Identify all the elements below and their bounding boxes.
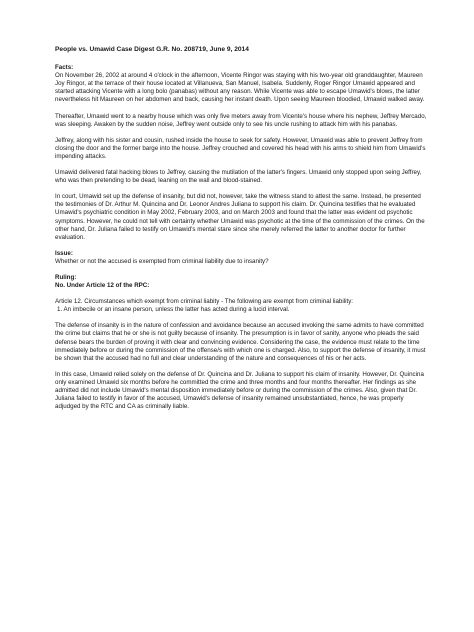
ruling-subheading: No. Under Article 12 of the RPC: [55,282,150,290]
ruling-paragraph-1: The defense of insanity is in the nature of confession and avoidance because an accused invoking the same admits to have committed the crime but claims that he or she is not guilty because of insanity. The presumption is in favor of sanity, anyone who pleads the said defense bears the burden of proving it with clear and convincing evidence. Considering the case, the evidence must relate to the time immediately before or during the commission of the offense/s with which one is charged. Also, to support the defense of insanity, it must be shown that the accused had no full and clear understanding of the nature and consequences of his or her acts. [55,322,426,362]
facts-paragraph-3: Jeffrey, along with his sister and cousin, rushed inside the house to seek for safety. However, Umawid was able to prevent Jeffrey from closing the door and the former barge into the house. Jeffrey crouched and covered his head with his arms to shield him from Umawid's impending attacks. [55,136,426,160]
document-content [55,46,430,419]
facts-heading: Facts: [55,64,74,72]
document-title: People vs. Umawid Case Digest G.R. No. 208719, June 9, 2014 [55,46,249,53]
article-list-item: 1. An imbecile or an insane person, unless the latter has acted during a lucid interval. [57,306,290,314]
facts-paragraph-5: In court, Umawid set up the defense of insanity, but did not, however, take the witness stand to attest the same. Instead, he presented the testimonies of Dr. Arthur M. Quincina and Dr. Leonor Andres Juliana to support his claim. Dr. Quincina testifies that he evaluated Umawid's psychiatric condition in May 2002, February 2003, and on March 2003 and found that the latter was evident od psychotic symptoms. However, he could not tell with certainty whether Umawid was psychotic at the time of the commission of the crimes. On the other hand, Dr. Juliana failed to testify on Umawid's mental stare since she merely referred the latter to another doctor for further evaluation. [55,193,425,241]
ruling-paragraph-2: In this case, Umawid relied solely on the defense of Dr. Quincina and Dr. Juliana to support his claim of insanity. However, Dr. Quincina only examined Umawid six months before he committed the crime and three months and four months thereafter. Her findings as she admitted did not include Umawid's mental disposition immediately before or during the commission of the crimes. Also, given that Dr. Juliana failed to testify in favor of the accused, Umawid's defense of insanity remained unsubstantiated, hence, he was properly adjudged by the RTC and CA as criminally liable. [55,370,424,411]
issue-heading: Issue: [55,249,73,257]
ruling-heading: Ruling: [55,273,77,281]
facts-paragraph-4: Umawid delivered fatal hacking blows to Jeffrey, causing the mutilation of the latter's fingers. Umawid only stopped upon seing Jeffrey, who was then pretending to be dead, leaning on the wall and blood-stained. [55,169,422,185]
article-text: Article 12. Circumstances which exempt from criminal liabity - The following are exempt from criminal liability: [55,298,354,306]
facts-paragraph-2: Thereafter, Umawid went to a nearby house which was only five meters away from Vicente's house where his nephew, Jeffrey Mercado, was sleeping. Awaken by the sudden noise, Jeffrey went outside only to see his uncle rushing to attack him with his panabas. [55,112,427,128]
facts-paragraph-1: On November 26, 2002 at around 4 o'clock in the afternoon, Vicente Ringor was staying with his two-year old granddaughter, Maureen Joy Ringor, at the terrace of their house located at Villanueva, San Manuel, Isabela. Suddenly, Roger Ringor Umawid appeared and started attacking Vicente with a long bolo (panabas) without any reason. While Vicente was able to escape Umawid's blows, the latter nevertheless hit Maureen on her abdomen and back, causing her instant death. Upon seeing Maureen bloodied, Umawid walked away. [55,72,425,104]
issue-text: Whether or not the accused is exempted from criminal liability due to insanity? [55,257,269,265]
